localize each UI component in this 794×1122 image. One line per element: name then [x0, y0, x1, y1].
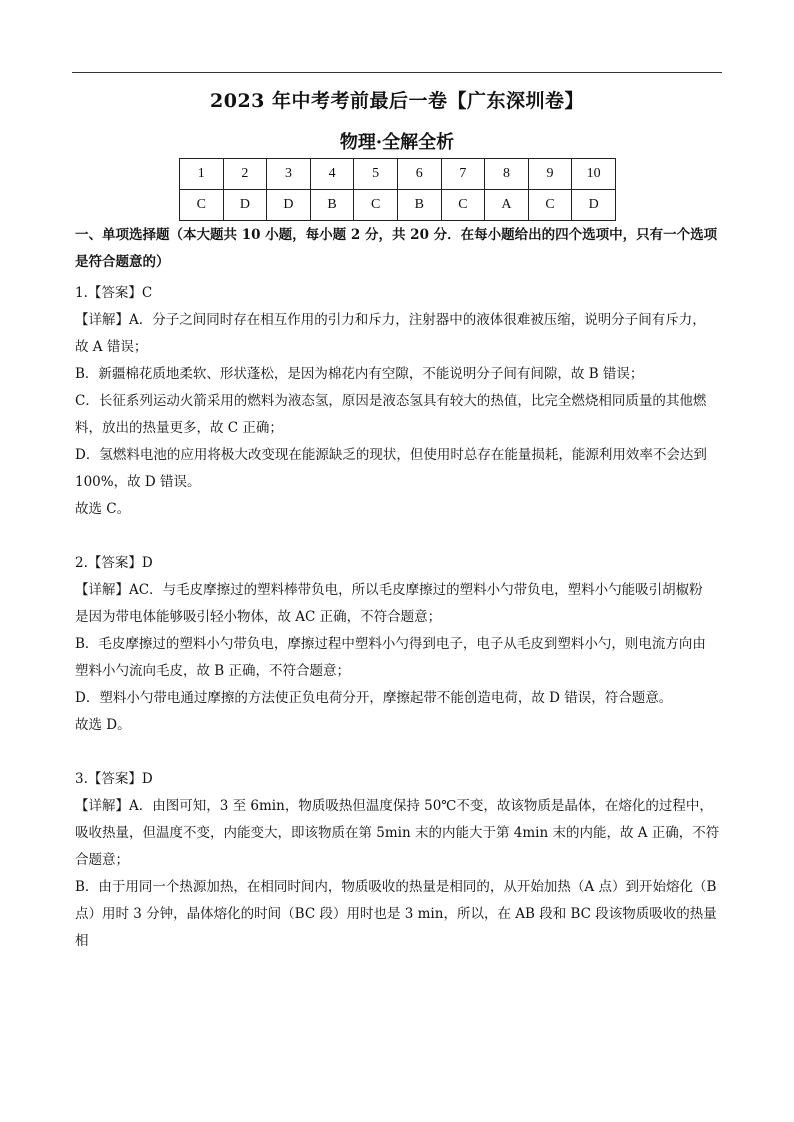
question-number-cell: 4 — [310, 159, 354, 190]
q1-explanation-line: C．长征系列运动火箭采用的燃料为液态氢，原因是液态氢具有较大的热值，比完全燃烧相同质量的其他燃 — [75, 393, 707, 409]
answer-cell: D — [267, 190, 311, 221]
question-number-cell: 6 — [397, 159, 441, 190]
answer-cell: A — [485, 190, 529, 221]
answer-cell: C — [441, 190, 485, 221]
answer-table-answers-row — [180, 190, 616, 221]
question-number-cell: 10 — [572, 159, 616, 190]
spacer — [75, 739, 725, 766]
q2-answer: 2.【答案】D — [75, 555, 153, 571]
q2-explanation-line: D．塑料小勺带电通过摩擦的方法使正负电荷分开，摩擦起带不能创造电荷，故 D 错误，符合题意。 — [75, 690, 673, 706]
q2-explanation-line: B．毛皮摩擦过的塑料小勺带负电，摩擦过程中塑料小勺得到电子，电子从毛皮到塑料小勺，则电流方向由 — [75, 636, 706, 652]
q1-explanation-line: 故 A 错误； — [75, 339, 148, 355]
q3-explanation-line: B．由于用同一个热源加热，在相同时间内，物质吸收的热量是相同的，从开始加热（A 点）到开始熔化（B — [75, 879, 717, 895]
answer-cell: C — [180, 190, 224, 221]
q3-explanation-line: 点）用时 3 分钟，晶体熔化的时间（BC 段）用时也是 3 min，所以，在 AB 段和 BC 段该物质吸收的热量相 — [75, 906, 717, 949]
question-number-cell: 1 — [180, 159, 224, 190]
q2-explanation-line: 塑料小勺流向毛皮，故 B 正确，不符合题意； — [75, 663, 351, 679]
document-body — [75, 222, 725, 955]
answer-cell: B — [310, 190, 354, 221]
q1-explanation-line: 100%，故 D 错误。 — [75, 474, 201, 490]
section-heading: 一、单项选择题（本大题共 10 小题，每小题 2 分，共 20 分．在每小题给出的四个选项中，只有一个选项 — [75, 227, 718, 243]
q3-explanation-line: 【详解】A．由图可知，3 至 6min，物质吸热但温度保持 50℃不变，故该物质是晶体，在熔化的过程中， — [75, 798, 713, 814]
answer-cell: C — [354, 190, 398, 221]
answer-table-numbers-row — [180, 159, 616, 190]
question-number-cell: 5 — [354, 159, 398, 190]
q1-explanation-line: B．新疆棉花质地柔软、形状蓬松，是因为棉花内有空隙，不能说明分子间有间隙，故 B 错误； — [75, 366, 644, 382]
question-number-cell: 7 — [441, 159, 485, 190]
answer-cell: B — [397, 190, 441, 221]
q2-explanation-line: 【详解】AC．与毛皮摩擦过的塑料棒带负电，所以毛皮摩擦过的塑料小勺带负电，塑料小勺能吸引胡椒粉 — [75, 582, 703, 598]
header-rule — [72, 72, 722, 73]
document-title: 2023 年中考考前最后一卷【广东深圳卷】 — [210, 90, 584, 112]
q3-explanation-line: 合题意； — [75, 852, 129, 868]
question-number-cell: 3 — [267, 159, 311, 190]
document-subtitle: 物理·全解全析 — [339, 132, 455, 153]
answer-cell: D — [572, 190, 616, 221]
answer-cell: C — [528, 190, 572, 221]
answer-cell: D — [223, 190, 267, 221]
q3-answer: 3.【答案】D — [75, 771, 153, 787]
section-heading-continued: 是符合题意的） — [75, 254, 170, 270]
question-number-cell: 9 — [528, 159, 572, 190]
answer-table — [179, 158, 616, 221]
q3-explanation-line: 吸收热量，但温度不变，内能变大，即该物质在第 5min 末的内能大于第 4min 末的内能，故 A 正确，不符 — [75, 825, 720, 841]
q1-conclusion: 故选 C。 — [75, 501, 131, 517]
q2-explanation-line: 是因为带电体能够吸引轻小物体，故 AC 正确，不符合题意； — [75, 609, 442, 625]
q1-explanation-line: 【详解】A．分子之间同时存在相互作用的引力和斥力，注射器中的液体很难被压缩，说明分子间有斥力， — [75, 312, 706, 328]
spacer — [75, 523, 725, 550]
question-number-cell: 8 — [485, 159, 529, 190]
q2-conclusion: 故选 D。 — [75, 717, 131, 733]
question-number-cell: 2 — [223, 159, 267, 190]
q1-explanation-line: D．氢燃料电池的应用将极大改变现在能源缺乏的现状，但使用时总存在能量损耗，能源利用效率不会达到 — [75, 447, 707, 463]
q1-answer: 1.【答案】C — [75, 285, 153, 301]
q1-explanation-line: 料，放出的热量更多，故 C 正确； — [75, 420, 283, 436]
